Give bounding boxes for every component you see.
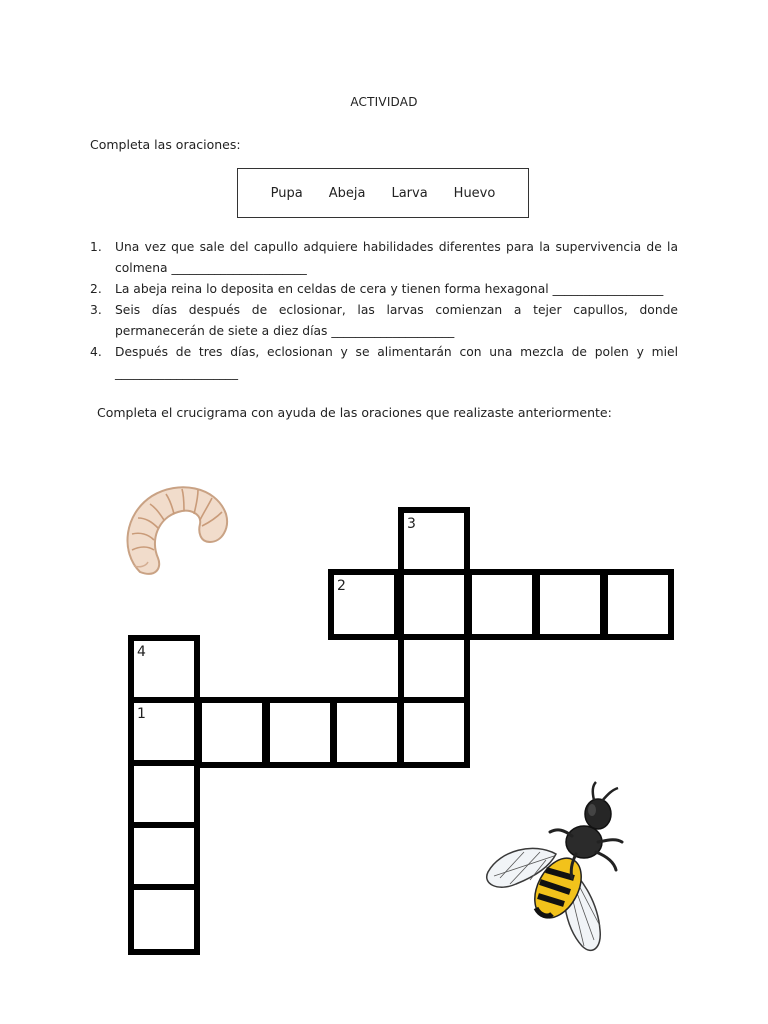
- crossword-cell[interactable]: [331, 697, 403, 768]
- crossword-cell[interactable]: [398, 507, 470, 578]
- intro-text: Completa las oraciones:: [90, 137, 241, 152]
- sentence-number: 4.: [90, 345, 102, 359]
- crossword-cell[interactable]: [128, 822, 200, 893]
- crossword-cell[interactable]: [128, 635, 200, 706]
- word-bank-item: Abeja: [328, 185, 366, 201]
- clue-number: 3: [407, 516, 416, 532]
- sentence-list: [90, 237, 678, 384]
- sentence-text: Seis días después de eclosionar, las larvas comienzan a tejer capullos, donde permanecerán de siete a diez días ____________________: [115, 303, 678, 338]
- sentence-number: 2.: [90, 282, 102, 296]
- word-bank: [237, 168, 529, 218]
- crossword-cell[interactable]: [534, 569, 606, 640]
- clue-number: 2: [337, 578, 346, 594]
- sentence-text: Una vez que sale del capullo adquiere habilidades diferentes para la supervivencia de la colmena ______________________: [115, 240, 678, 275]
- crossword-cell[interactable]: [128, 884, 200, 955]
- clue-number: 1: [137, 706, 146, 722]
- sentence-number: 1.: [90, 240, 102, 254]
- larva-illustration: [118, 480, 234, 584]
- clue-number: 4: [137, 644, 146, 660]
- sentence-number: 3.: [90, 303, 102, 317]
- sentence-text: Después de tres días, eclosionan y se alimentarán con una mezcla de polen y miel ____________________: [115, 345, 678, 380]
- crossword-instruction: Completa el crucigrama con ayuda de las oraciones que realizaste anteriormente:: [97, 405, 612, 420]
- crossword-cell[interactable]: [466, 569, 538, 640]
- crossword-cell[interactable]: [196, 697, 268, 768]
- crossword-cell[interactable]: [398, 634, 470, 705]
- crossword-cell[interactable]: [128, 760, 200, 831]
- sentence-item: [90, 300, 678, 342]
- page-title: ACTIVIDAD: [350, 95, 418, 109]
- word-bank-item: Huevo: [453, 185, 496, 201]
- crossword-cell[interactable]: [328, 569, 400, 640]
- crossword-cell[interactable]: [602, 569, 674, 640]
- crossword-cell[interactable]: [264, 697, 336, 768]
- sentence-item: [90, 342, 678, 384]
- crossword-cell[interactable]: [398, 697, 470, 768]
- crossword-cell[interactable]: [398, 569, 470, 640]
- word-bank-item: Pupa: [270, 185, 303, 201]
- sentence-text: La abeja reina lo deposita en celdas de cera y tienen forma hexagonal __________________: [115, 282, 664, 296]
- sentence-item: [90, 237, 678, 279]
- word-bank-item: Larva: [391, 185, 428, 201]
- sentence-item: [90, 279, 678, 300]
- crossword-cell[interactable]: [128, 697, 200, 768]
- bee-illustration: [480, 780, 630, 958]
